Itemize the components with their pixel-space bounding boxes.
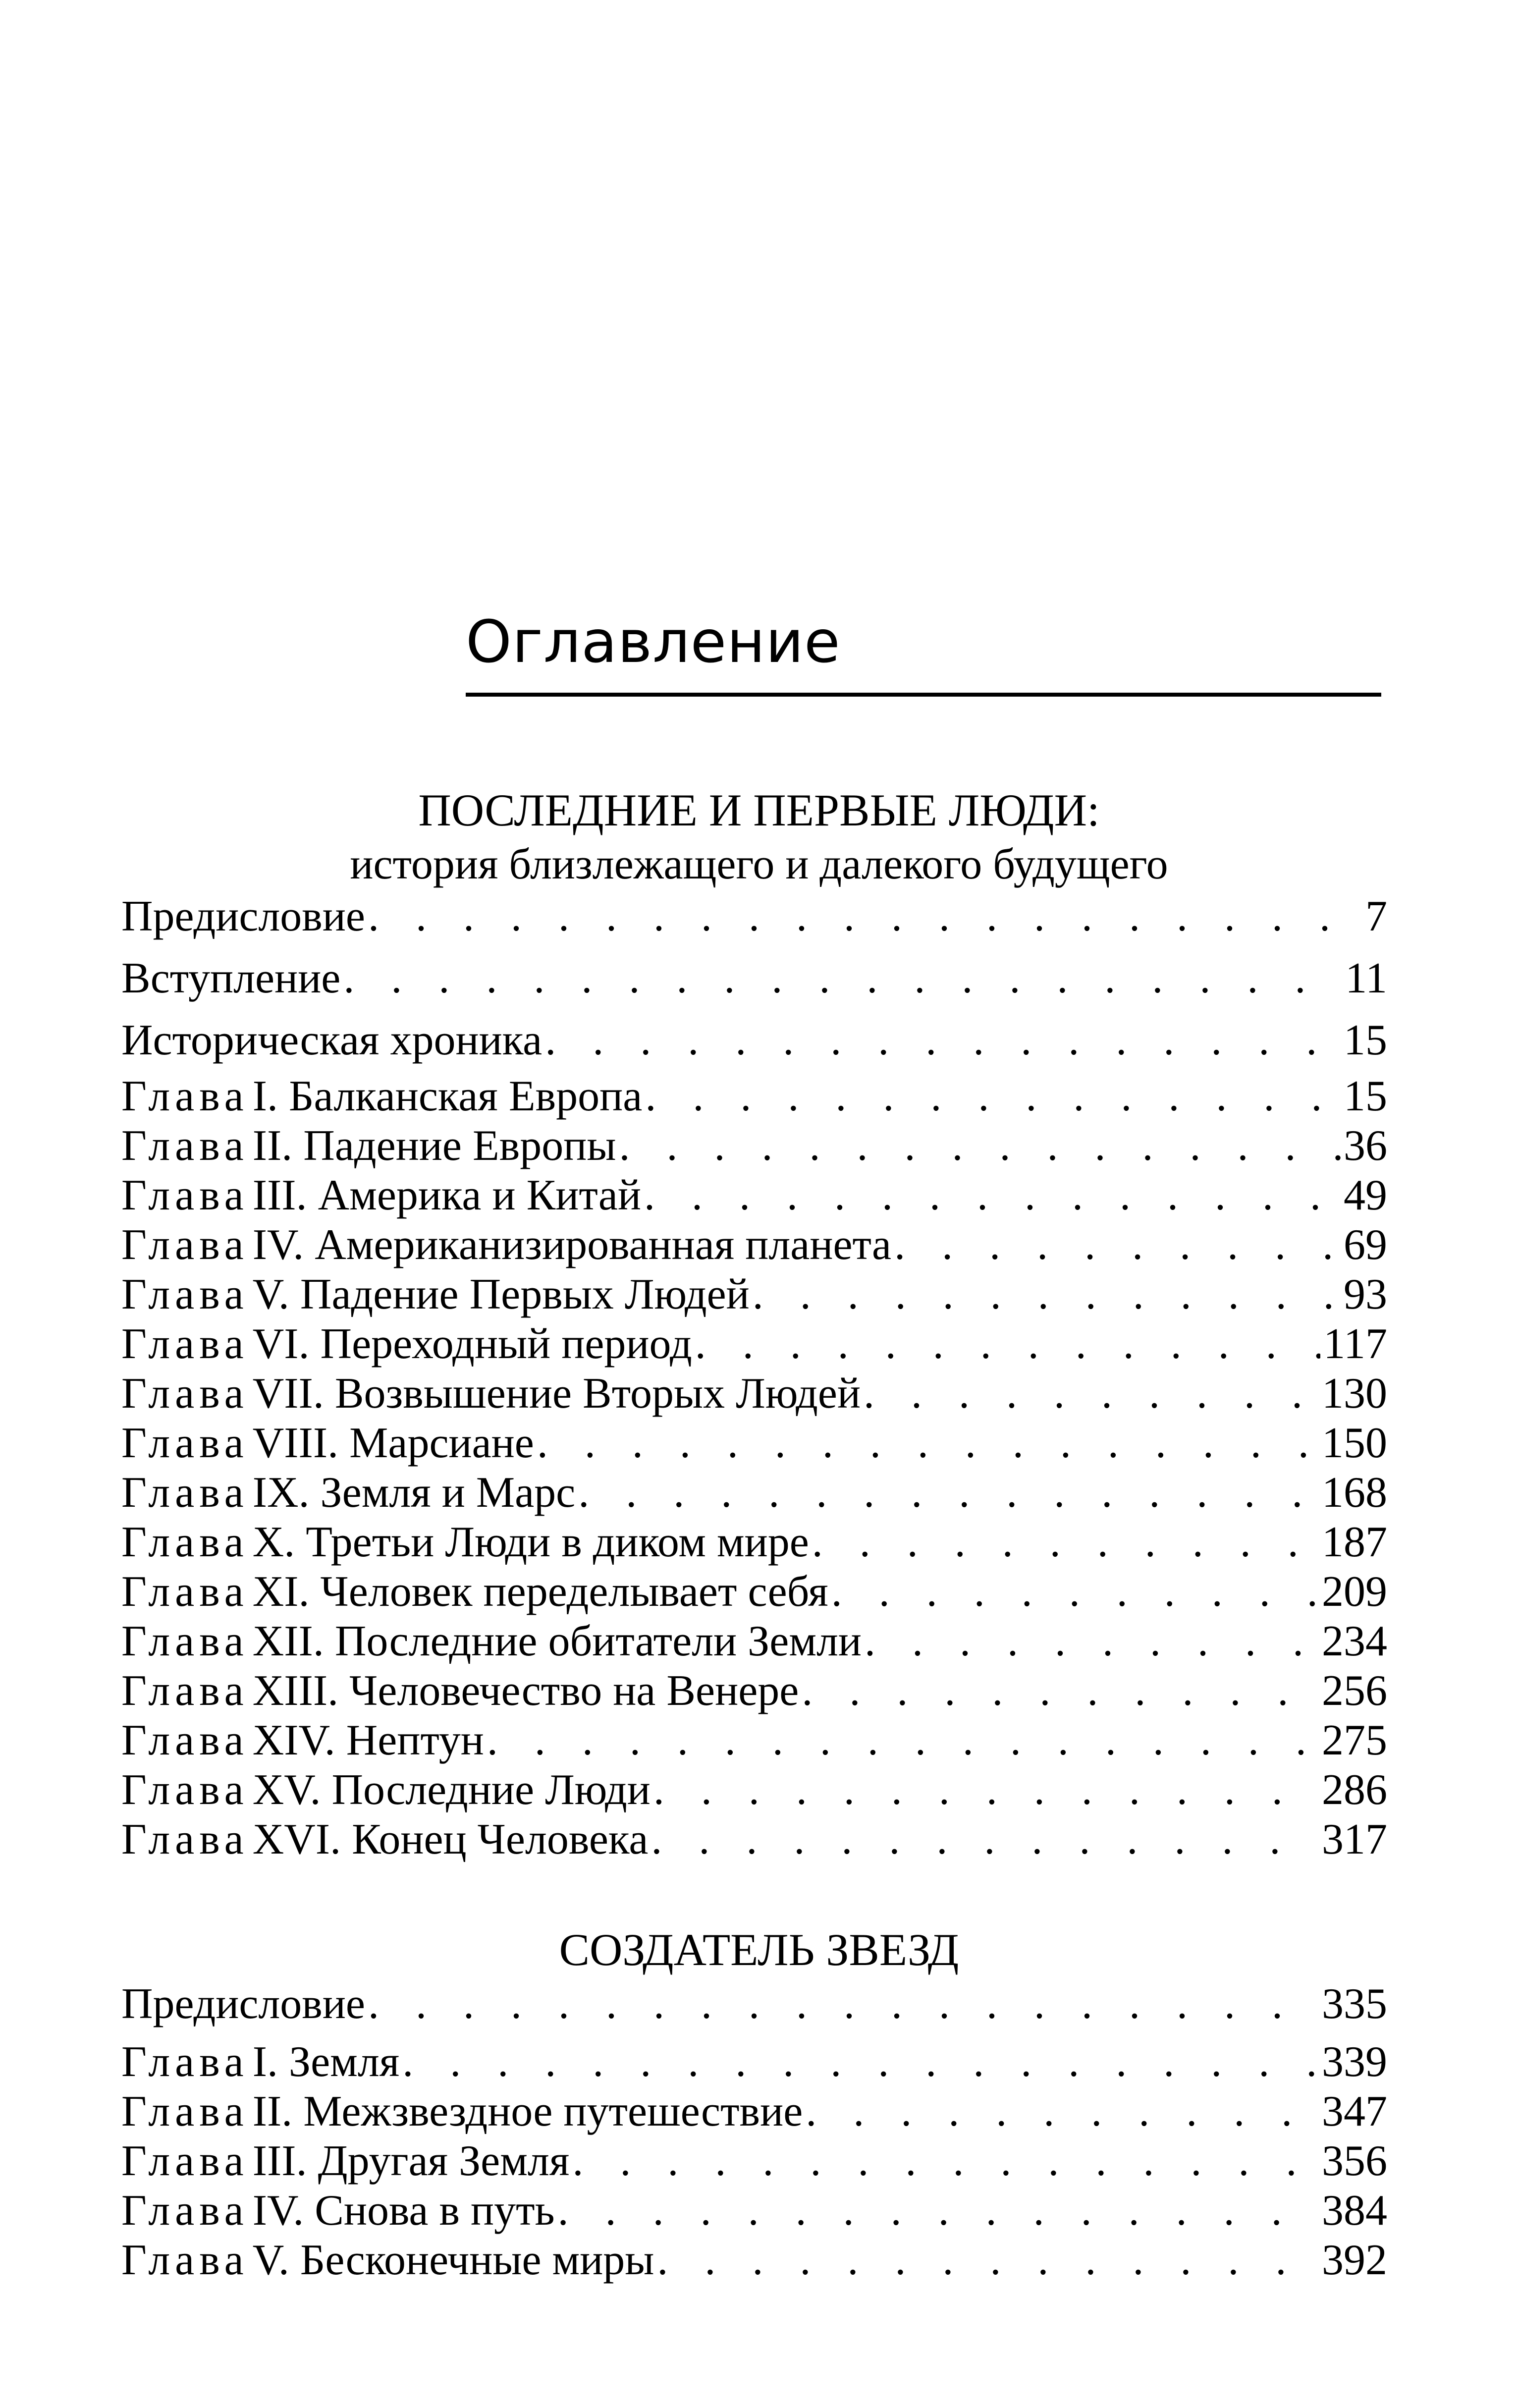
entry-title: III. Америка и Китай: [252, 1171, 642, 1219]
entry-prefix: Глава: [121, 1270, 249, 1318]
toc-entry[interactable]: [121, 1617, 1387, 1666]
dot-leader: [619, 1121, 1341, 1171]
toc-entry[interactable]: [121, 892, 1387, 941]
entry-prefix: Глава: [121, 1617, 249, 1665]
toc-entry[interactable]: [121, 1716, 1387, 1765]
dot-leader: [653, 1765, 1319, 1815]
toc-entry[interactable]: [121, 1567, 1387, 1617]
toc-entry[interactable]: [121, 1765, 1387, 1815]
entry-prefix: Глава: [121, 1122, 249, 1170]
toc-entry[interactable]: [121, 1171, 1387, 1220]
toc-entry[interactable]: [121, 954, 1387, 1003]
entry-page-number: 130: [1322, 1369, 1387, 1418]
dot-leader: [894, 1220, 1341, 1270]
entry-prefix: Глава: [121, 1320, 249, 1368]
entry-prefix: Глава: [121, 2087, 249, 2135]
entry-prefix: Глава: [121, 1171, 249, 1219]
dot-leader: [578, 1468, 1319, 1518]
toc-entry[interactable]: [121, 2236, 1387, 2285]
entry-prefix: Глава: [121, 1568, 249, 1616]
entry-page-number: 256: [1322, 1667, 1387, 1715]
entry-prefix: Глава: [121, 1766, 249, 1814]
entry-page-number: 49: [1344, 1171, 1387, 1219]
dot-leader: [537, 1419, 1319, 1468]
dot-leader: [865, 1617, 1319, 1666]
entry-page-number: 356: [1322, 2137, 1387, 2185]
entry-title: XV. Последние Люди: [252, 1766, 651, 1814]
entry-prefix: Глава: [121, 1716, 249, 1764]
toc-entry[interactable]: [121, 1419, 1387, 1468]
entry-page-number: 15: [1344, 1016, 1387, 1064]
page-title: Оглавление: [466, 607, 841, 676]
entry-title: III. Другая Земля: [252, 2137, 570, 2185]
entry-title: XI. Человек переделывает себя: [252, 1568, 828, 1616]
toc-entry[interactable]: [121, 2087, 1387, 2136]
entry-title: II. Падение Европы: [252, 1122, 616, 1170]
dot-leader: [402, 2037, 1319, 2087]
dot-leader: [864, 1369, 1319, 1419]
entry-title: IX. Земля и Марс: [252, 1469, 576, 1517]
entry-prefix: Глава: [121, 2038, 249, 2086]
section-heading: СОЗДАТЕЛЬ ЗВЕЗД: [559, 1924, 959, 1975]
entry-title: Историческая хроника: [121, 1016, 542, 1064]
toc-entry[interactable]: [121, 1979, 1387, 2029]
entry-page-number: 339: [1322, 2038, 1387, 2086]
entry-page-number: 93: [1344, 1270, 1387, 1318]
entry-page-number: 117: [1323, 1320, 1387, 1368]
dot-leader: [368, 892, 1362, 941]
entry-title: XIV. Нептун: [252, 1716, 484, 1764]
entry-page-number: 168: [1322, 1469, 1387, 1517]
entry-page-number: 335: [1322, 1980, 1387, 2028]
entry-page-number: 150: [1322, 1419, 1387, 1467]
dot-leader: [368, 1979, 1319, 2029]
toc-entry[interactable]: [121, 1072, 1387, 1121]
toc-entry[interactable]: [121, 2037, 1387, 2087]
entry-prefix: Глава: [121, 2236, 249, 2284]
dot-leader: [657, 2236, 1319, 2285]
title-divider: [466, 693, 1381, 697]
entry-page-number: 286: [1322, 1766, 1387, 1814]
entry-prefix: Глава: [121, 1815, 249, 1863]
entry-title: IV. Американизированная планета: [252, 1221, 892, 1269]
dot-leader: [487, 1716, 1319, 1765]
entry-prefix: Глава: [121, 1221, 249, 1269]
entry-title: XII. Последние обитатели Земли: [252, 1617, 862, 1665]
toc-entry[interactable]: [121, 1369, 1387, 1419]
entry-title: VI. Переходный период: [252, 1320, 692, 1368]
entry-prefix: Глава: [121, 2137, 249, 2185]
entry-prefix: Глава: [121, 2187, 249, 2235]
entry-page-number: 7: [1365, 892, 1387, 940]
entry-title: IV. Снова в путь: [252, 2187, 555, 2235]
dot-leader: [802, 1666, 1319, 1716]
entry-title: VII. Возвышение Вторых Людей: [252, 1369, 861, 1418]
entry-prefix: Глава: [121, 1469, 249, 1517]
entry-page-number: 69: [1344, 1221, 1387, 1269]
toc-entry[interactable]: [121, 1220, 1387, 1270]
entry-page-number: 11: [1345, 954, 1387, 1002]
toc-entry[interactable]: [121, 1815, 1387, 1864]
dot-leader: [695, 1319, 1321, 1369]
entry-title: II. Межзвездное путешествие: [252, 2087, 803, 2135]
dot-leader: [651, 1815, 1319, 1864]
entry-page-number: 187: [1322, 1518, 1387, 1566]
dot-leader: [831, 1567, 1319, 1617]
entry-page-number: 347: [1322, 2087, 1387, 2135]
entry-page-number: 15: [1344, 1072, 1387, 1120]
toc-entry[interactable]: [121, 1518, 1387, 1567]
dot-leader: [572, 2136, 1319, 2186]
toc-entry[interactable]: [121, 2136, 1387, 2186]
entry-title: XVI. Конец Человека: [252, 1815, 649, 1863]
entry-page-number: 317: [1322, 1815, 1387, 1863]
entry-title: V. Падение Первых Людей: [252, 1270, 750, 1318]
entry-title: VIII. Марсиане: [252, 1419, 534, 1467]
entry-page-number: 392: [1322, 2236, 1387, 2284]
entry-prefix: Глава: [121, 1667, 249, 1715]
entry-page-number: 36: [1344, 1122, 1387, 1170]
entry-page-number: 234: [1322, 1617, 1387, 1665]
dot-leader: [806, 2087, 1319, 2136]
toc-entry[interactable]: [121, 1270, 1387, 1319]
entry-page-number: 384: [1322, 2187, 1387, 2235]
entry-title: V. Бесконечные миры: [252, 2236, 654, 2284]
entry-title: XIII. Человечество на Венере: [252, 1667, 799, 1715]
dot-leader: [343, 954, 1342, 1003]
dot-leader: [558, 2186, 1319, 2236]
entry-title: I. Балканская Европа: [252, 1072, 643, 1120]
dot-leader: [644, 1171, 1341, 1220]
toc-entry[interactable]: [121, 2186, 1387, 2236]
entry-title: I. Земля: [252, 2038, 400, 2086]
dot-leader: [753, 1270, 1341, 1319]
entry-prefix: Глава: [121, 1419, 249, 1467]
toc-entry[interactable]: [121, 1319, 1387, 1369]
toc-entry[interactable]: [121, 1666, 1387, 1716]
entry-title: Вступление: [121, 954, 341, 1002]
entry-title: Предисловие: [121, 1980, 365, 2028]
dot-leader: [812, 1518, 1319, 1567]
dot-leader: [545, 1016, 1341, 1065]
entry-prefix: Глава: [121, 1072, 249, 1120]
entry-title: X. Третьи Люди в диком мире: [252, 1518, 809, 1566]
section-heading: ПОСЛЕДНИЕ И ПЕРВЫЕ ЛЮДИ:: [418, 785, 1100, 835]
dot-leader: [645, 1072, 1341, 1121]
entry-title: Предисловие: [121, 892, 365, 940]
toc-entry[interactable]: [121, 1121, 1387, 1171]
toc-entry[interactable]: [121, 1468, 1387, 1518]
entry-prefix: Глава: [121, 1369, 249, 1418]
entry-prefix: Глава: [121, 1518, 249, 1566]
entry-page-number: 275: [1322, 1716, 1387, 1764]
toc-entry[interactable]: [121, 1016, 1387, 1065]
section-subheading: история близлежащего и далекого будущего: [350, 840, 1168, 888]
entry-page-number: 209: [1322, 1568, 1387, 1616]
